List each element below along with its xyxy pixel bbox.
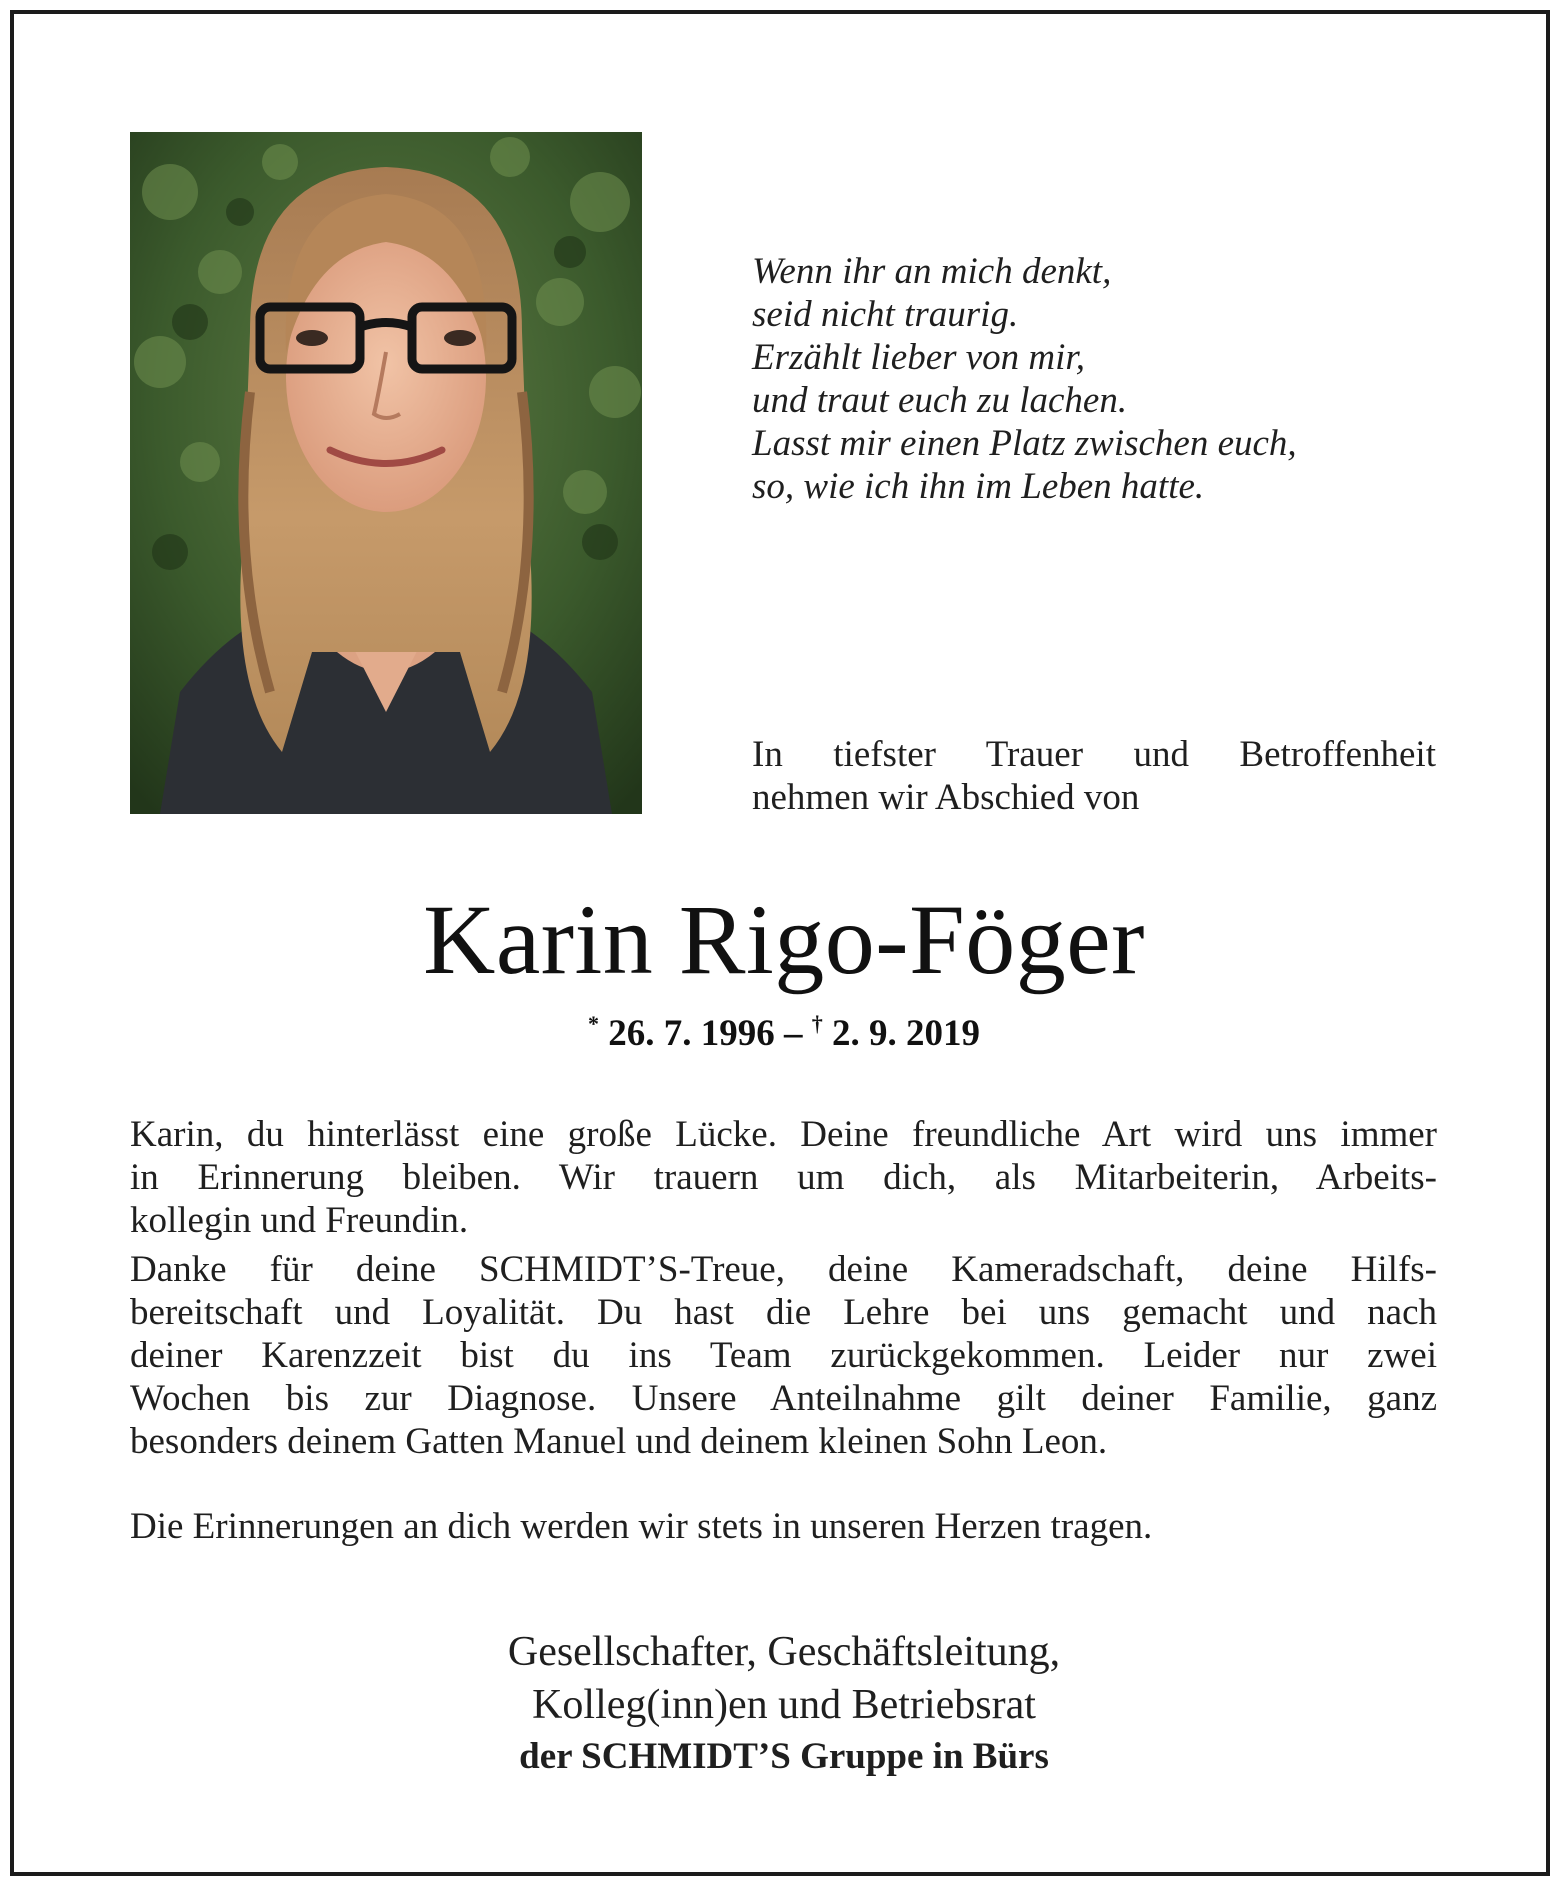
deceased-name: Karin Rigo-Föger — [423, 884, 1145, 995]
birth-symbol: * — [588, 1011, 599, 1036]
body-line: deiner Karenzzeit bist du ins Team zurückgekommen. Leider nur zwei — [130, 1335, 1437, 1376]
signature-company: der SCHMIDT’S Gruppe in Bürs — [519, 1736, 1049, 1777]
body-line: Karin, du hinterlässt eine große Lücke. Deine freundliche Art wird uns immer — [130, 1114, 1437, 1155]
birth-date: 26. 7. 1996 — [608, 1013, 775, 1054]
body-line: Danke für deine SCHMIDT’S-Treue, deine Kameradschaft, deine Hilfs- — [130, 1249, 1437, 1290]
poem-line: so, wie ich ihn im Leben hatte. — [752, 466, 1205, 507]
signature-block — [0, 1626, 1568, 1782]
body-line: in Erinnerung bleiben. Wir trauern um dich, als Mitarbeiterin, Arbeits- — [130, 1157, 1437, 1198]
body-line: bereitschaft und Loyalität. Du hast die Lehre bei uns gemacht und nach — [130, 1292, 1437, 1333]
death-symbol: † — [811, 1011, 823, 1036]
life-dates — [0, 1012, 1568, 1056]
signature-line: Gesellschafter, Geschäftsleitung, — [507, 1629, 1061, 1675]
poem-line: und traut euch zu lachen. — [752, 380, 1128, 421]
memorial-poem — [752, 250, 1452, 508]
condolence-text — [130, 1113, 1437, 1548]
body-line: Wochen bis zur Diagnose. Unsere Anteilnahme gilt deiner Familie, ganz — [130, 1378, 1437, 1419]
signature-line: Kolleg(inn)en und Betriebsrat — [532, 1682, 1036, 1728]
body-line: Die Erinnerungen an dich werden wir stets in unseren Herzen tragen. — [130, 1506, 1153, 1547]
intro-text — [752, 733, 1436, 819]
poem-line: Wenn ihr an mich denkt, — [752, 251, 1112, 292]
portrait-image — [130, 132, 642, 814]
poem-line: seid nicht traurig. — [752, 294, 1019, 335]
death-date: 2. 9. 2019 — [832, 1013, 980, 1054]
body-line: besonders deinem Gatten Manuel und deinem kleinen Sohn Leon. — [130, 1421, 1108, 1462]
portrait-photo — [130, 132, 642, 814]
body-line: kollegin und Freundin. — [130, 1200, 469, 1241]
date-separator: – — [774, 1013, 812, 1054]
poem-line: Erzählt lieber von mir, — [752, 337, 1085, 378]
poem-line: Lasst mir einen Platz zwischen euch, — [752, 423, 1297, 464]
intro-line: In tiefster Trauer und Betroffenheit — [752, 734, 1436, 775]
intro-line: nehmen wir Abschied von — [752, 777, 1140, 818]
